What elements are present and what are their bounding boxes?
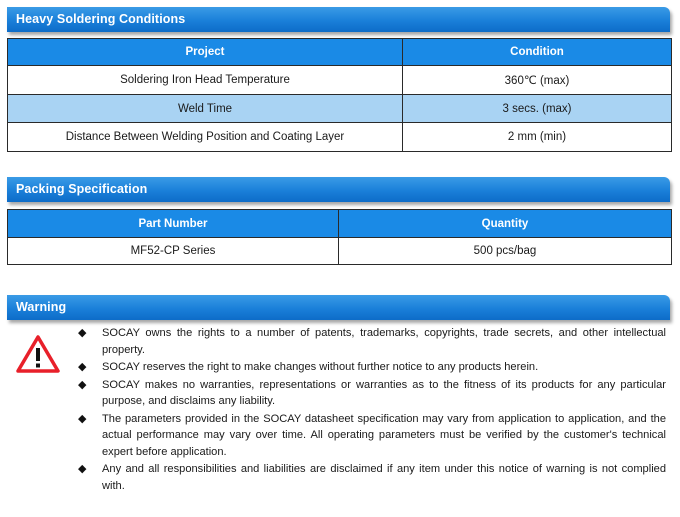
table-row [8,66,672,95]
diamond-bullet-icon: ◆ [78,361,87,373]
table-row [8,95,672,123]
header-project: Project [8,39,403,66]
header-quantity: Quantity [339,210,672,238]
header-condition: Condition [403,39,672,66]
table-header-row [8,210,672,238]
warning-section-bar [7,295,670,320]
warning-triangle-icon [16,335,60,373]
list-item [78,359,666,376]
table-header-row [8,39,672,66]
table-row [8,123,672,152]
header-part-number: Part Number [8,210,339,238]
cell-project: Soldering Iron Head Temperature [8,66,403,95]
soldering-section-bar [7,7,670,32]
warning-text: The parameters provided in the SOCAY datasheet specification may vary from application to application, and the actual performance may vary over time. All operating parameters must be verified by the customer's technical expert before application. [102,412,666,458]
diamond-bullet-icon: ◆ [78,412,87,425]
warning-text: Any and all responsibilities and liabilities are disclaimed if any item under this notice of warning is not complied with. [102,463,666,492]
cell-condition: 3 secs. (max) [403,95,672,123]
packing-specification-table [7,209,672,265]
cell-condition: 360℃ (max) [403,66,672,95]
warning-text: SOCAY makes no warranties, representations or warranties as to the fitness of its products for any particular purpose, and disclaims any liability. [102,378,666,407]
soldering-section-title: Heavy Soldering Conditions [16,12,186,26]
cell-project: Weld Time [8,95,403,123]
list-item [78,325,666,358]
diamond-bullet-icon: ◆ [78,327,87,339]
warning-text: SOCAY reserves the right to make changes without further notice to any products herein. [102,361,539,373]
list-item [78,377,666,410]
table-row [8,238,672,265]
soldering-conditions-table [7,38,672,152]
diamond-bullet-icon: ◆ [78,378,87,391]
warning-section-title: Warning [16,300,67,314]
packing-section-bar [7,177,670,202]
list-item [78,411,666,461]
cell-part-number: MF52-CP Series [8,238,339,265]
cell-condition: 2 mm (min) [403,123,672,152]
cell-quantity: 500 pcs/bag [339,238,672,265]
warning-list [78,325,666,495]
warning-text: SOCAY owns the rights to a number of patents, trademarks, copyrights, trade secrets, and other intellectual property. [102,327,666,356]
cell-project: Distance Between Welding Position and Coating Layer [8,123,403,152]
list-item [78,461,666,494]
diamond-bullet-icon: ◆ [78,463,87,475]
packing-section-title: Packing Specification [16,182,148,196]
